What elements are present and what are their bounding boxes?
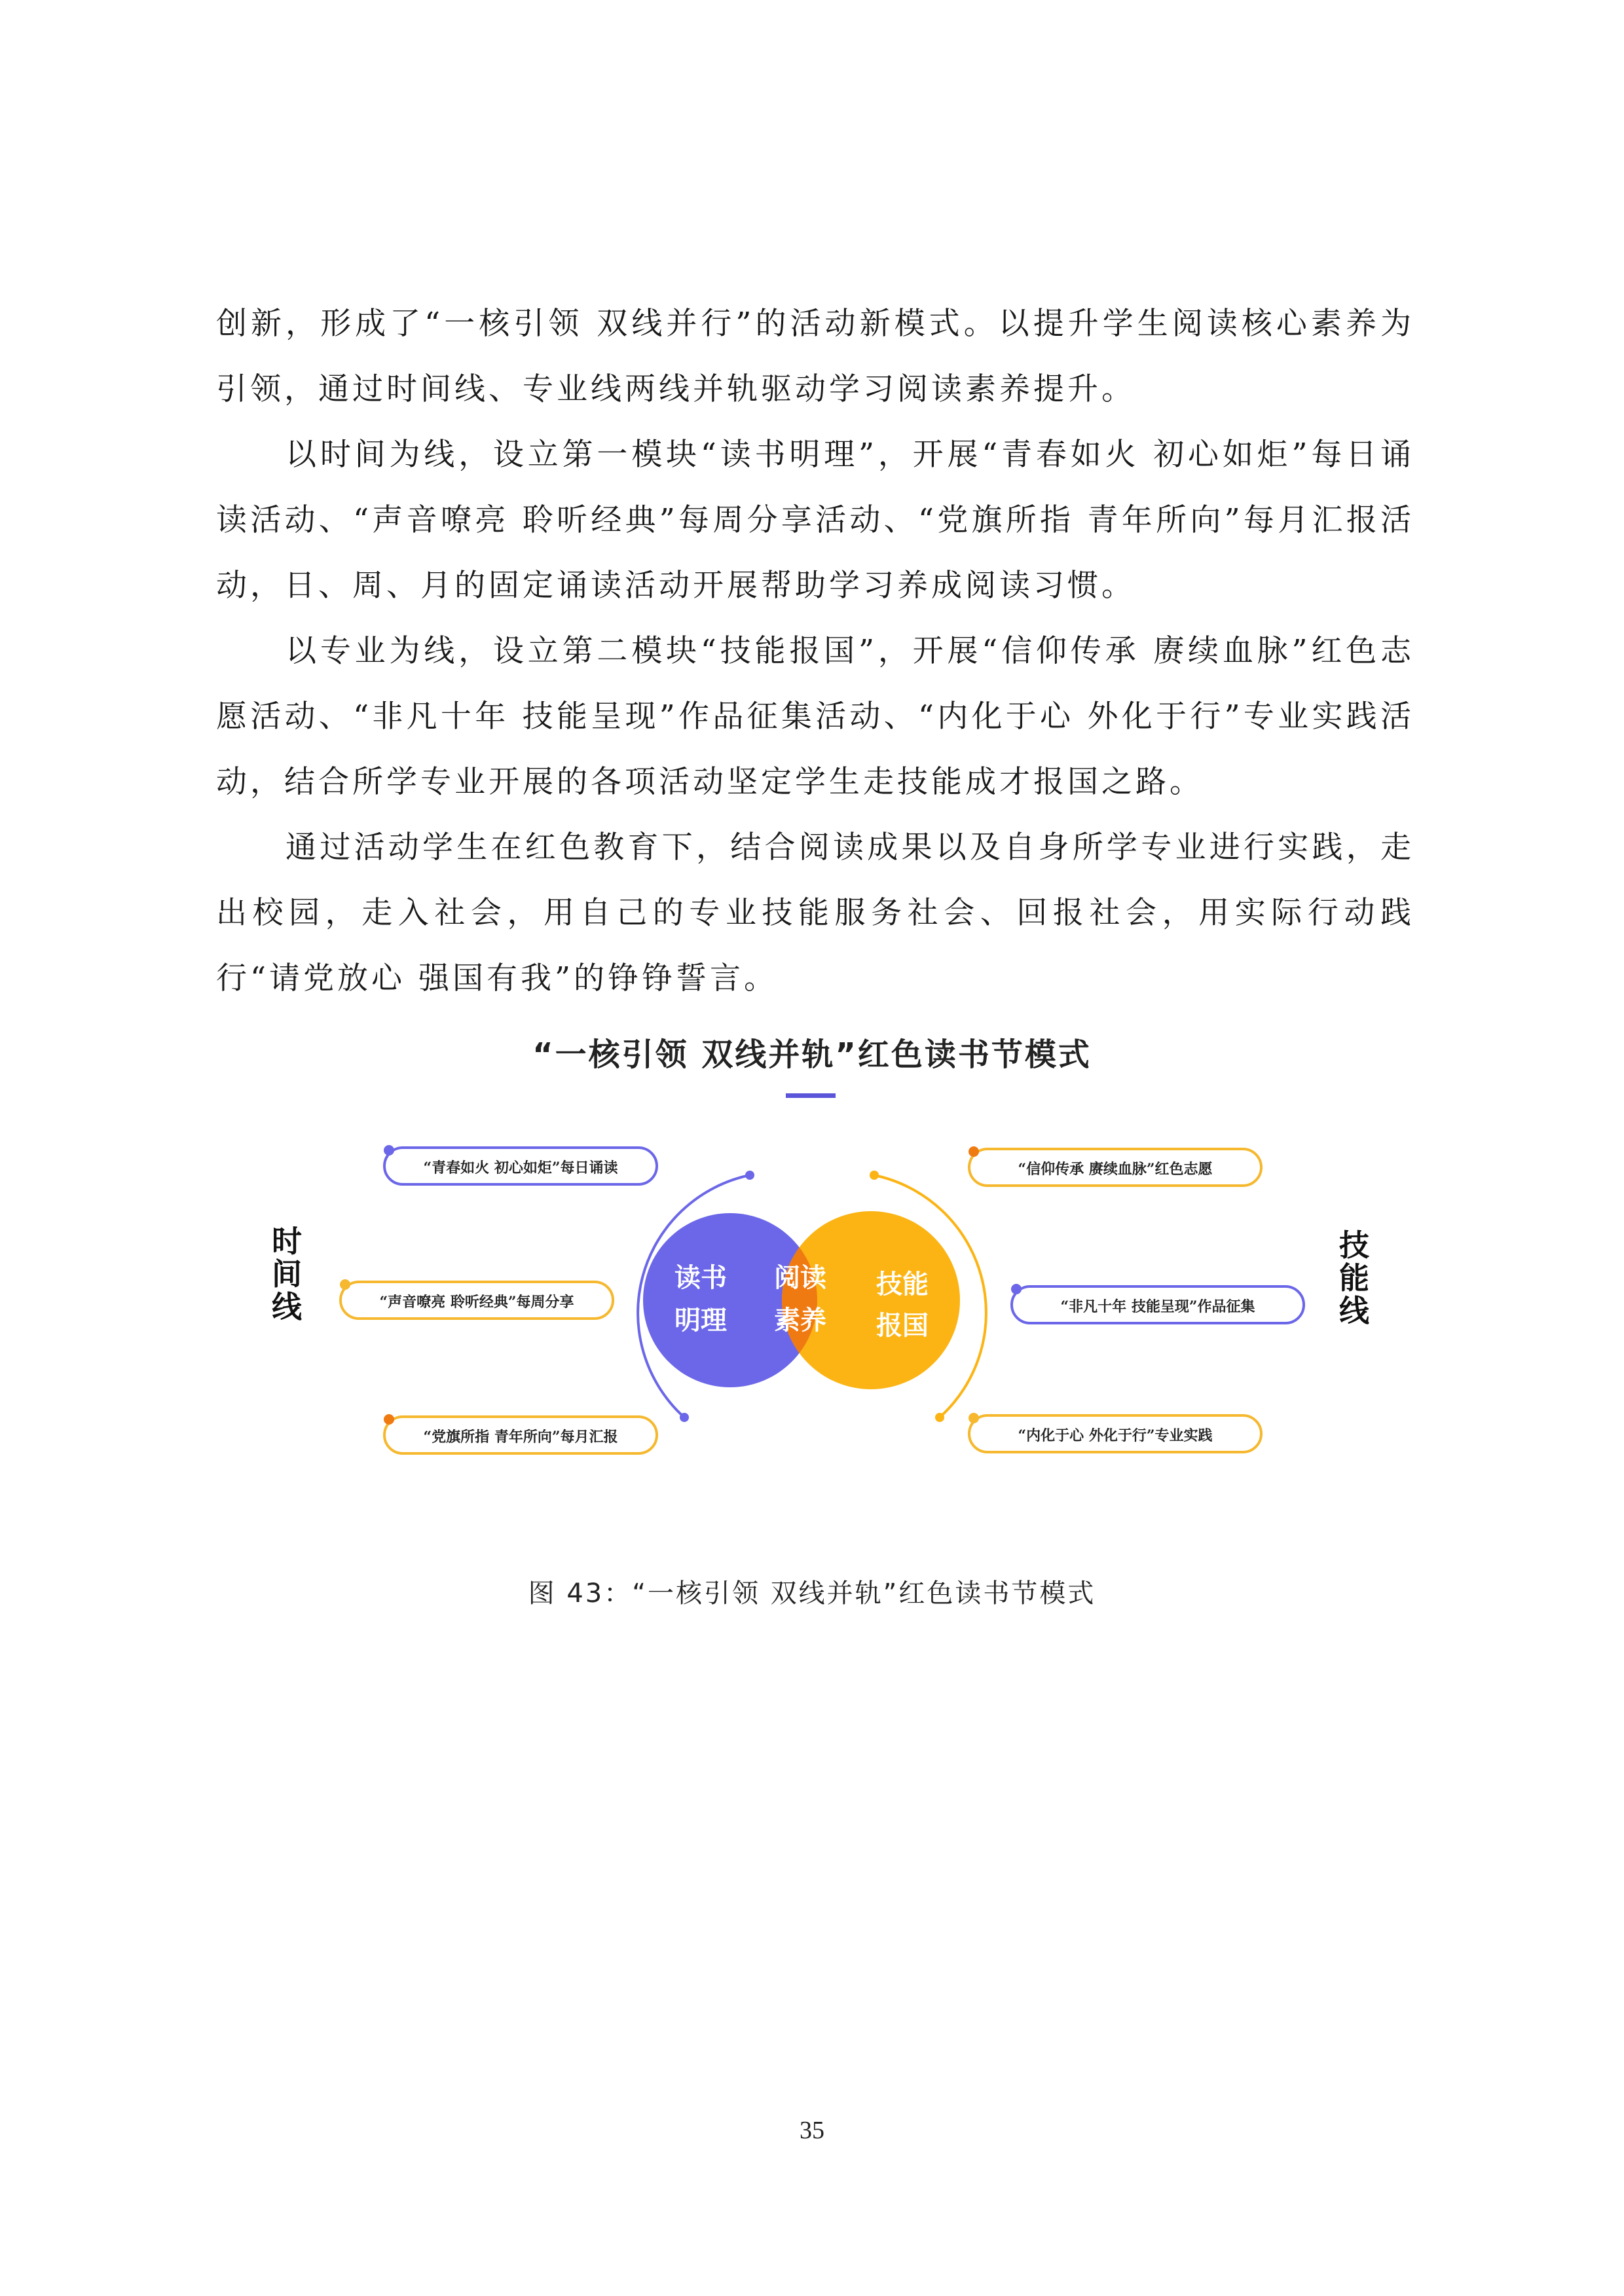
right-pill-3 xyxy=(969,1413,1261,1452)
paragraph-1: 创新，形成了“一核引领 双线并行”的活动新模式。以提升学生阅读核心素养为引领，通过时间线、专业线两线并轨驱动学习阅读素养提升。 xyxy=(216,306,1414,407)
right-circle-label-1: 技能 xyxy=(876,1269,929,1300)
arc-dot xyxy=(680,1413,689,1422)
right-pill-3-label: “内化于心 外化于行”专业实践 xyxy=(1018,1427,1213,1444)
paragraph-4: 通过活动学生在红色教育下，结合阅读成果以及自身所学专业进行实践，走出校园，走入社会，用自己的专业技能服务社会、回报社会，用实际行动践行“请党放心 强国有我”的铮铮誓言。 xyxy=(216,829,1414,996)
left-axis-char-3: 线 xyxy=(272,1289,302,1324)
left-pill-2 xyxy=(340,1279,613,1319)
left-pill-1-label: “青春如火 初心如炬”每日诵读 xyxy=(423,1159,618,1176)
right-pill-1-label: “信仰传承 赓续血脉”红色志愿 xyxy=(1018,1161,1213,1178)
left-pill-2-label: “声音嘹亮 聆听经典”每周分享 xyxy=(379,1294,574,1311)
right-axis-char-1: 技 xyxy=(1339,1228,1369,1263)
arc-dot xyxy=(870,1171,879,1180)
figure-caption: 图 43：“一核引领 双线并轨”红色读书节模式 xyxy=(528,1578,1096,1609)
left-axis-char-2: 间 xyxy=(272,1256,302,1292)
left-circle-label-1: 读书 xyxy=(674,1263,727,1293)
left-pill-3-label: “党旗所指 青年所向”每月汇报 xyxy=(423,1429,618,1446)
left-circle-label-2: 明理 xyxy=(674,1305,727,1336)
center-label-2: 素养 xyxy=(774,1305,826,1336)
arc-dot xyxy=(745,1171,754,1180)
arc-dot xyxy=(935,1413,944,1422)
paragraph-2: 以时间为线，设立第一模块“读书明理”，开展“青春如火 初心如炬”每日诵读活动、“声音嘹亮 聆听经典”每周分享活动、“党旗所指 青年所向”每月汇报活动，日、周、月的固定诵读活动开展帮助学习养成阅读习惯。 xyxy=(216,437,1414,604)
center-label-1: 阅读 xyxy=(774,1263,826,1293)
figure-title: “一核引领 双线并轨”红色读书节模式 xyxy=(532,1036,1092,1073)
left-pill-1 xyxy=(384,1145,657,1184)
right-circle-label-2: 报国 xyxy=(876,1311,929,1341)
right-pill-1 xyxy=(969,1146,1261,1186)
right-axis-char-2: 能 xyxy=(1339,1260,1369,1296)
page-number: 35 xyxy=(800,2117,824,2144)
left-pill-3 xyxy=(384,1414,657,1453)
right-pill-2-label: “非凡十年 技能呈现”作品征集 xyxy=(1060,1298,1255,1315)
paragraph-3: 以专业为线，设立第二模块“技能报国”，开展“信仰传承 赓续血脉”红色志愿活动、“非凡十年 技能呈现”作品征集活动、“内化于心 外化于行”专业实践活动，结合所学专业开展的各项活动坚定学生走技能成才报国之路。 xyxy=(216,633,1414,800)
right-axis-char-3: 线 xyxy=(1339,1293,1369,1328)
right-pill-2 xyxy=(1011,1284,1304,1323)
left-axis-char-1: 时 xyxy=(272,1224,302,1259)
